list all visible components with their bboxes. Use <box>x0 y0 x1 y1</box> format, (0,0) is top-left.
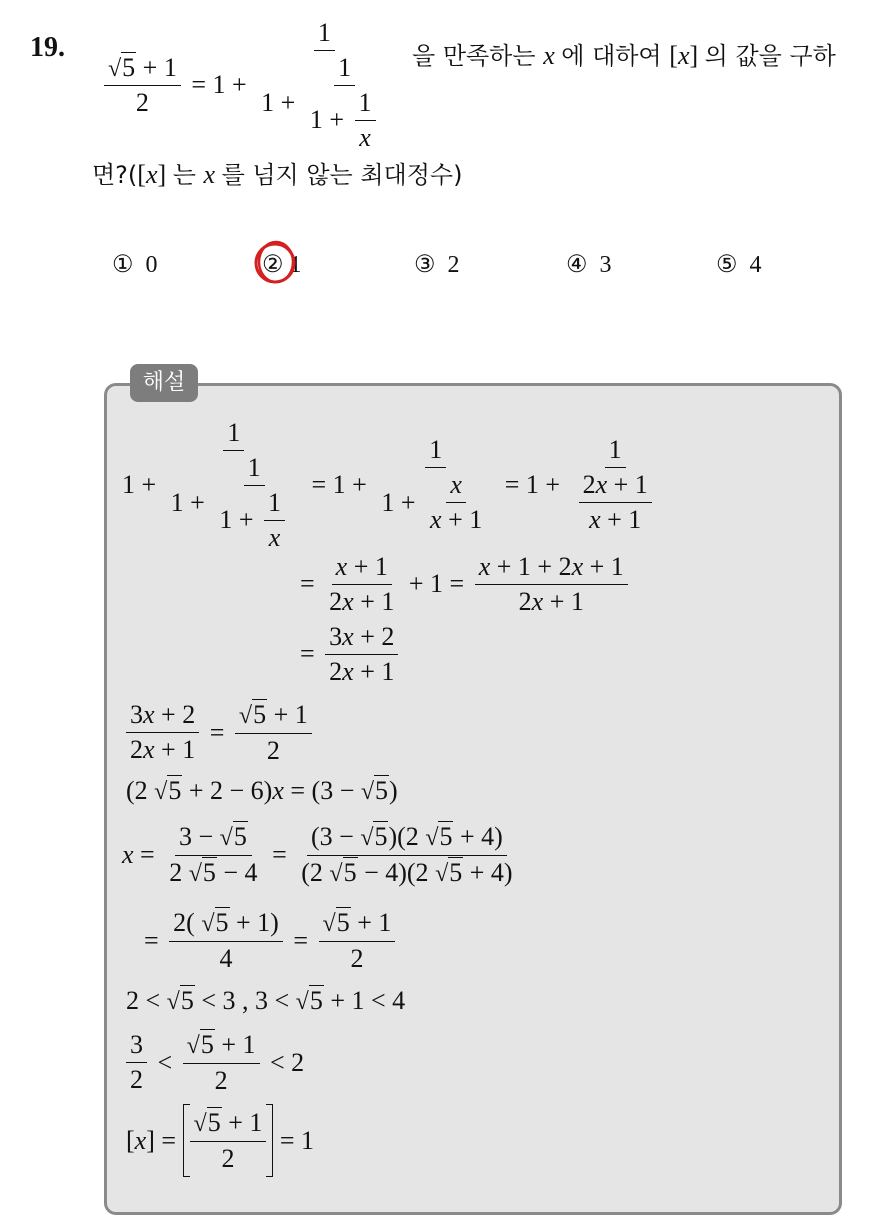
solution-step-8: 2 < √5 < 3 , 3 < √5 + 1 < 4 <box>126 986 406 1015</box>
option-3[interactable]: ③ 2 <box>414 252 460 278</box>
selected-answer-circle-icon <box>250 236 302 288</box>
option-5[interactable]: ⑤ 4 <box>716 252 762 278</box>
option-1[interactable]: ① 0 <box>112 252 158 278</box>
solution-step-3: = $\frac{3x + 2}{2x + 1}$ <box>300 622 402 687</box>
solution-step-5: (2 √5 + 2 − 6)x = (3 − √5) <box>126 776 398 805</box>
solution-tag: 해설 <box>130 364 198 402</box>
solution-step-1: 1 + 1 1 + 1 1 + $\frac{1}{x}$ = 1 + 1 1 + $\frac{x}{x + 1}$ = 1 + $\frac{1}{\frac{2x + 1}{x + 1}}$ <box>122 418 664 553</box>
solution-step-2: = $\frac{x + 1}{2x + 1}$ + 1 = $\frac{x + 1 + 2x + 1}{2x + 1}$ <box>300 552 632 617</box>
solution-step-7: = $\frac{2( √5 + 1)}{4}$ = $\frac{√5 + 1}{2}$ <box>144 908 399 973</box>
question-text-line2: 면?([x] 는 x 를 넘지 않는 최대정수) <box>92 160 463 189</box>
solution-step-9: $\frac{3}{2}$ < $\frac{√5 + 1}{2}$ < 2 <box>122 1030 304 1095</box>
option-4[interactable]: ④ 3 <box>566 252 612 278</box>
solution-step-6: x = $\frac{3 - √5}{2 √5 - 4}$ = $\frac{(3 - √5)(2 √5 + 4)}{(2 √5 - 4)(2 √5 + 4)}$ <box>122 822 513 887</box>
question-text-line1: 을 만족하는 x 에 대하여 [x] 의 값을 구하 <box>412 41 836 70</box>
option-2[interactable]: ② 1 <box>262 252 302 278</box>
question-equation: $\frac{√5 + 1}{2}$ = 1 + 1 1 + 1 1 + $\frac{1}{x}$ <box>100 18 396 153</box>
solution-step-10: [x] = $\frac{√5 + 1}{2}$ = 1 <box>126 1104 314 1177</box>
solution-step-4: $\frac{3x + 2}{2x + 1}$ = $\frac{√5 + 1}{2}$ <box>122 700 316 765</box>
question-number: 19. <box>30 32 65 63</box>
